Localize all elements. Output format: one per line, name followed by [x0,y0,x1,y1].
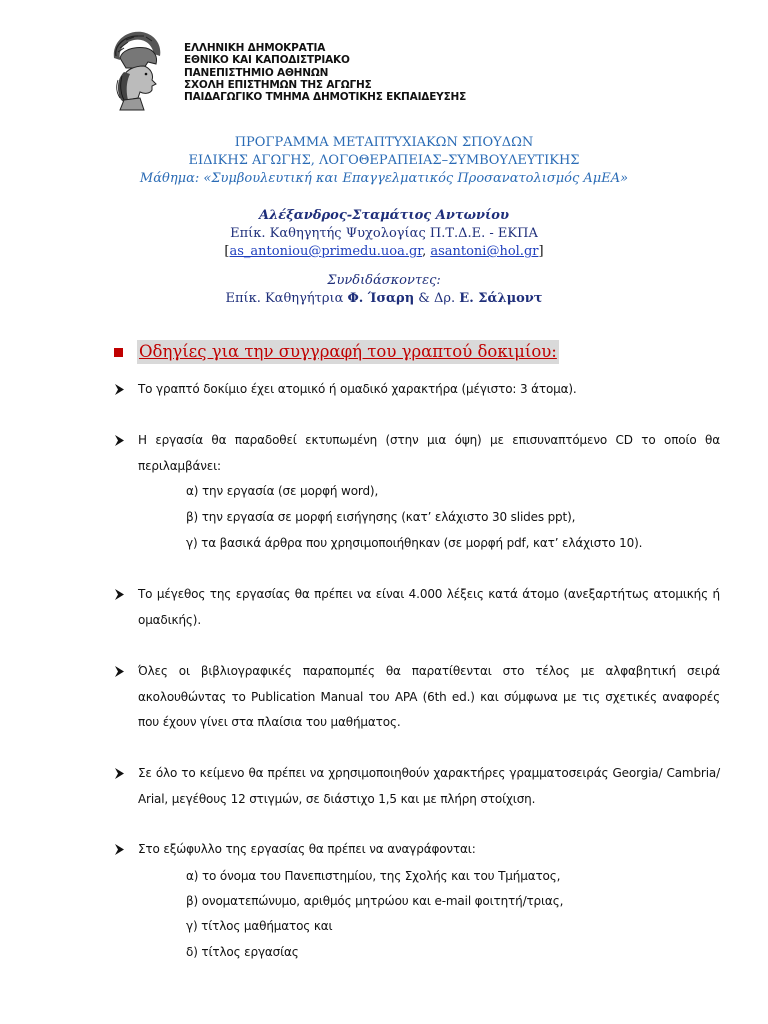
email-separator: , [422,244,431,259]
author-emails [0,243,768,261]
program-subtitle: ΕΙΔΙΚΗΣ ΑΓΩΓΗΣ, ΛΟΓΟΘΕΡΑΠΕΙΑΣ–ΣΥΜΒΟΥΛΕΥΤΙΚΗΣ [188,153,580,168]
arrow-bullet-icon [114,837,126,862]
arrow-bullet-icon [114,659,126,684]
sub-item: β) ονοματεπώνυμο, αριθμός μητρώου και e-mail φοιτητή/τριας, [186,894,564,908]
coteachers-block [0,272,768,308]
sub-item: δ) τίτλος εργασίας [186,945,299,959]
instruction-item [114,659,720,736]
instruction-text: Η εργασία θα παραδοθεί εκτυπωμένη (στην μια όψη) με επισυναπτόμενο CD το οποίο θα περιλαμβάνει: [138,433,720,473]
arrow-bullet-icon [114,582,126,607]
institution-line: ΣΧΟΛΗ ΕΠΙΣΤΗΜΩΝ ΤΗΣ ΑΓΩΓΗΣ [184,78,372,91]
square-bullet-icon [114,348,123,357]
instruction-text: Στο εξώφυλλο της εργασίας θα πρέπει να αναγράφονται: [138,842,476,856]
course-title: Μάθημα: «Συμβουλευτική και Επαγγελματικός Προσανατολισμός ΑμΕΑ» [139,171,629,186]
instruction-text: Σε όλο το κείμενο θα πρέπει να χρησιμοποιηθούν χαρακτήρες γραμματοσειράς Georgia/ Cambria/ Arial, μεγέθους 12 στιγμών, σε διάστιχο 1,5 και με πλήρη στοίχιση. [138,766,720,806]
sub-item: β) την εργασία σε μορφή εισήγησης (κατ’ ελάχιστο 30 slides ppt), [186,510,576,524]
bracket-close: ] [538,244,544,259]
instruction-text: Το γραπτό δοκίμιο έχει ατομικό ή ομαδικό χαρακτήρα (μέγιστο: 3 άτομα). [138,382,577,396]
sub-item: γ) τίτλος μαθήματος και [186,919,333,933]
instruction-item [114,837,720,863]
institution-line: ΕΘΝΙΚΟ ΚΑΙ ΚΑΠΟΔΙΣΤΡΙΑΚΟ [184,54,350,67]
arrow-bullet-icon [114,761,126,786]
coteachers-names [0,290,768,308]
athena-head-icon [104,28,168,112]
instruction-item [114,582,720,633]
email-link-hol[interactable]: asantoni@hol.gr [430,244,539,259]
coteacher-prefix: Επίκ. Καθηγήτρια [225,291,348,306]
author-title: Επίκ. Καθηγητής Ψυχολογίας Π.Τ.Δ.Ε. - ΕΚΠΑ [230,226,538,241]
section-heading [114,340,559,364]
coteachers-label: Συνδιδάσκοντες: [327,273,441,288]
institution-line: ΠΑΝΕΠΙΣΤΗΜΙΟ ΑΘΗΝΩΝ [184,66,329,79]
coteacher-name-2: Ε. Σάλμοντ [459,291,543,306]
arrow-bullet-icon [114,377,126,402]
instruction-text: Το μέγεθος της εργασίας θα πρέπει να είναι 4.000 λέξεις κατά άτομο (ανεξαρτήτως ατομικής ή ομαδικής). [138,587,720,627]
institution-line: ΕΛΛΗΝΙΚΗ ΔΗΜΟΚΡΑΤΙΑ [184,42,326,54]
bracket-open: [ [224,244,230,259]
arrow-bullet-icon [114,428,126,453]
university-seal-logo [104,28,168,112]
author-name: Αλέξανδρος-Σταμάτιος Αντωνίου [259,208,509,223]
section-heading-text: Οδηγίες για την συγγραφή του γραπτού δοκιμίου: [137,340,559,364]
instruction-item [114,428,720,479]
institution-block [184,42,466,103]
author-block [0,207,768,261]
sub-item: α) το όνομα του Πανεπιστημίου, της Σχολής και του Τμήματος, [186,869,561,883]
sub-item: γ) τα βασικά άρθρα που χρησιμοποιήθηκαν (σε μορφή pdf, κατ’ ελάχιστο 10). [186,536,643,550]
program-title: ΠΡΟΓΡΑΜΜΑ ΜΕΤΑΠΤΥΧΙΑΚΩΝ ΣΠΟΥΔΩΝ [234,135,534,150]
program-block [0,134,768,188]
email-link-primedu[interactable]: as_antoniou@primedu.uoa.gr [229,244,423,259]
coteacher-middle: & Δρ. [414,291,460,306]
sub-item: α) την εργασία (σε μορφή word), [186,484,379,498]
coteacher-name-1: Φ. Ίσαρη [347,291,415,306]
instruction-text: Όλες οι βιβλιογραφικές παραπομπές θα παρατίθενται στο τέλος με αλφαβητική σειρά ακολουθώντας το Publication Manual του APA (6th ed.) και σύμφωνα με τις σχετικές αναφορές που έχουν γίνει στα πλαίσια του μαθήματος. [138,664,720,729]
instruction-item [114,761,720,812]
institution-line: ΠΑΙΔΑΓΩΓΙΚΟ ΤΜΗΜΑ ΔΗΜΟΤΙΚΗΣ ΕΚΠΑΙΔΕΥΣΗΣ [184,91,467,104]
instruction-item [114,377,720,403]
